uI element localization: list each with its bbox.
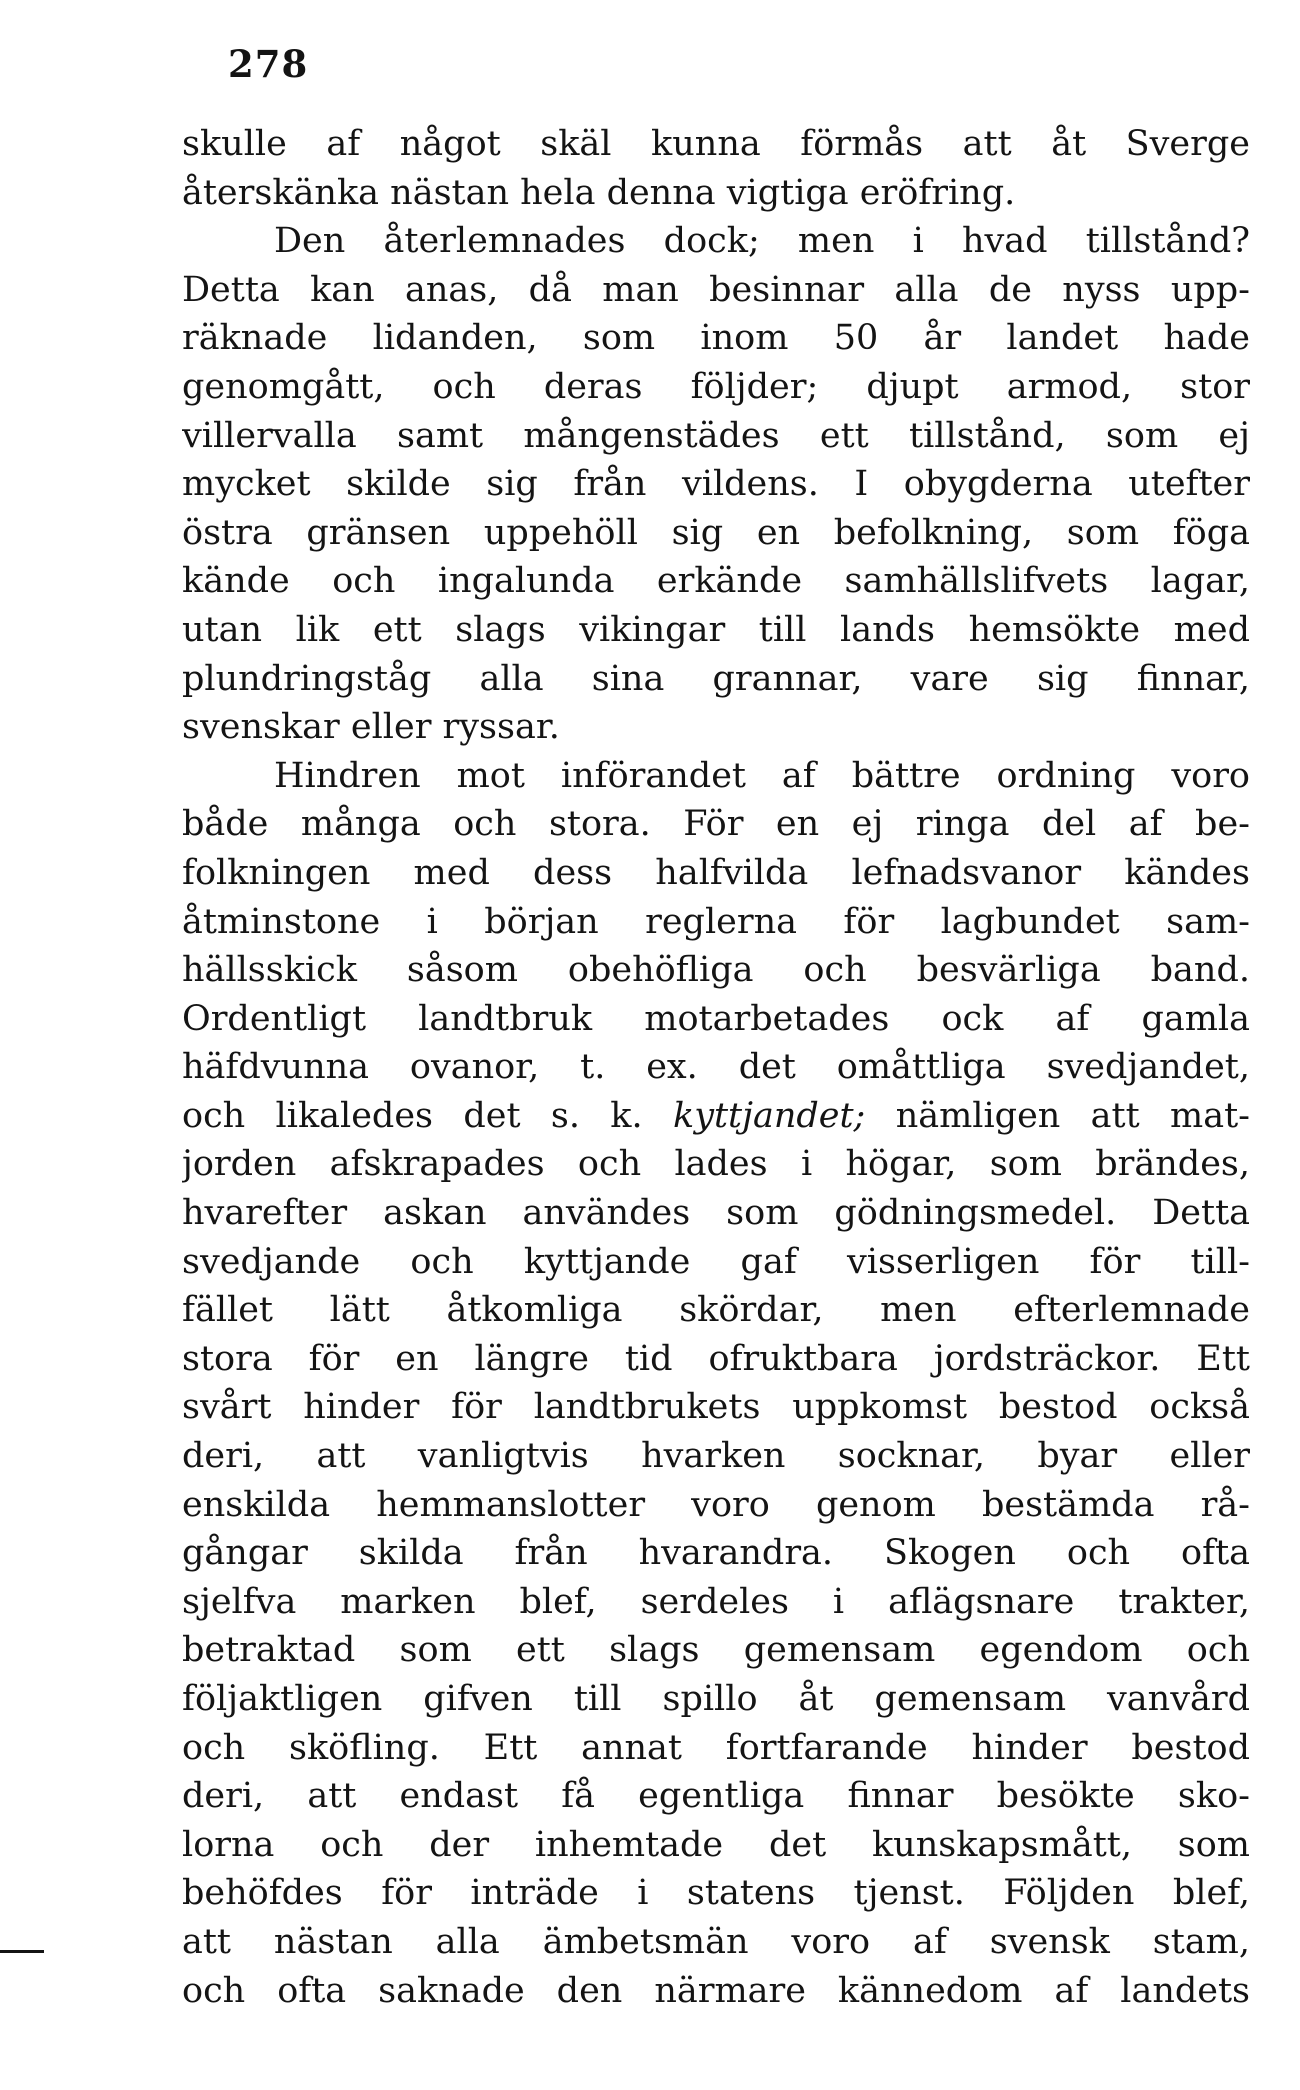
text-line: Ordentligt landtbruk motarbetades ock af gamla bbox=[182, 998, 1250, 1039]
text-line: fället lätt åtkomliga skördar, men efterlemnade bbox=[182, 1290, 1250, 1331]
text-line: svenskar eller ryssar. bbox=[182, 707, 560, 748]
text-line bbox=[182, 1092, 1250, 1141]
text-line: räknade lidanden, som inom 50 år landet hade bbox=[182, 318, 1250, 359]
text-line: deri, att vanligtvis hvarken socknar, byar eller bbox=[182, 1436, 1250, 1477]
text-segment: och likaledes det s. k. bbox=[182, 1095, 643, 1136]
text-line: deri, att endast få egentliga finnar besökte sko- bbox=[182, 1776, 1250, 1817]
text-line: plundringståg alla sina grannar, vare sig finnar, bbox=[182, 658, 1250, 699]
text-line: enskilda hemmanslotter voro genom bestämda rå- bbox=[182, 1484, 1250, 1525]
text-line: hällsskick såsom obehöfliga och besvärliga band. bbox=[182, 950, 1250, 991]
italic-term: kyttjandet; bbox=[672, 1095, 866, 1136]
margin-mark bbox=[0, 1950, 44, 1953]
text-line: Hindren mot införandet af bättre ordning voro bbox=[274, 755, 1250, 796]
text-line: gångar skilda från hvarandra. Skogen och ofta bbox=[182, 1533, 1250, 1574]
text-line: mycket skilde sig från vildens. I obygderna utefter bbox=[182, 464, 1250, 505]
text-line: stora för en längre tid ofruktbara jordsträckor. Ett bbox=[182, 1338, 1250, 1379]
text-line: sjelfva marken blef, serdeles i aflägsnare trakter, bbox=[182, 1581, 1250, 1622]
text-line: svårt hinder för landtbrukets uppkomst bestod också bbox=[182, 1387, 1250, 1428]
text-line: betraktad som ett slags gemensam egendom och bbox=[182, 1630, 1250, 1671]
text-line: jorden afskrapades och lades i högar, som brändes, bbox=[182, 1144, 1250, 1185]
text-line: både många och stora. För en ej ringa del af be- bbox=[182, 804, 1250, 845]
text-line: genomgått, och deras följder; djupt armod, stor bbox=[182, 366, 1250, 407]
text-line: och ofta saknade den närmare kännedom af landets bbox=[182, 1970, 1250, 2011]
text-line: Den återlemnades dock; men i hvad tillstånd? bbox=[274, 221, 1250, 262]
text-line: Detta kan anas, då man besinnar alla de nyss upp- bbox=[182, 269, 1250, 310]
text-line: häfdvunna ovanor, t. ex. det omåttliga svedjandet, bbox=[182, 1047, 1250, 1088]
text-line: folkningen med dess halfvilda lefnadsvanor kändes bbox=[182, 852, 1250, 893]
page-number: 278 bbox=[228, 42, 309, 86]
text-line: östra gränsen uppehöll sig en befolkning, som föga bbox=[182, 512, 1250, 553]
text-line: och sköfling. Ett annat fortfarande hinder bestod bbox=[182, 1727, 1250, 1768]
text-line: skulle af något skäl kunna förmås att åt Sverge bbox=[182, 124, 1250, 164]
body-text bbox=[182, 120, 1250, 2015]
text-line: åtminstone i början reglerna för lagbundet sam- bbox=[182, 901, 1250, 942]
text-line: utan lik ett slags vikingar till lands hemsökte med bbox=[182, 609, 1250, 650]
text-line: återskänka nästan hela denna vigtiga eröfring. bbox=[182, 172, 1016, 213]
text-line: behöfdes för inträde i statens tjenst. Följden blef, bbox=[182, 1873, 1250, 1914]
text-line: lorna och der inhemtade det kunskapsmått, som bbox=[182, 1824, 1250, 1865]
text-line: följaktligen gifven till spillo åt gemensam vanvård bbox=[182, 1679, 1250, 1719]
text-line: hvarefter askan användes som gödningsmedel. Detta bbox=[182, 1193, 1250, 1234]
text-line: kände och ingalunda erkände samhällslifvets lagar, bbox=[182, 561, 1250, 602]
text-line: att nästan alla ämbetsmän voro af svensk stam, bbox=[182, 1921, 1250, 1962]
text-line: svedjande och kyttjande gaf visserligen för till- bbox=[182, 1241, 1250, 1282]
text-line: villervalla samt mångenstädes ett tillstånd, som ej bbox=[182, 415, 1250, 456]
text-segment: nämligen att mat- bbox=[895, 1095, 1250, 1136]
